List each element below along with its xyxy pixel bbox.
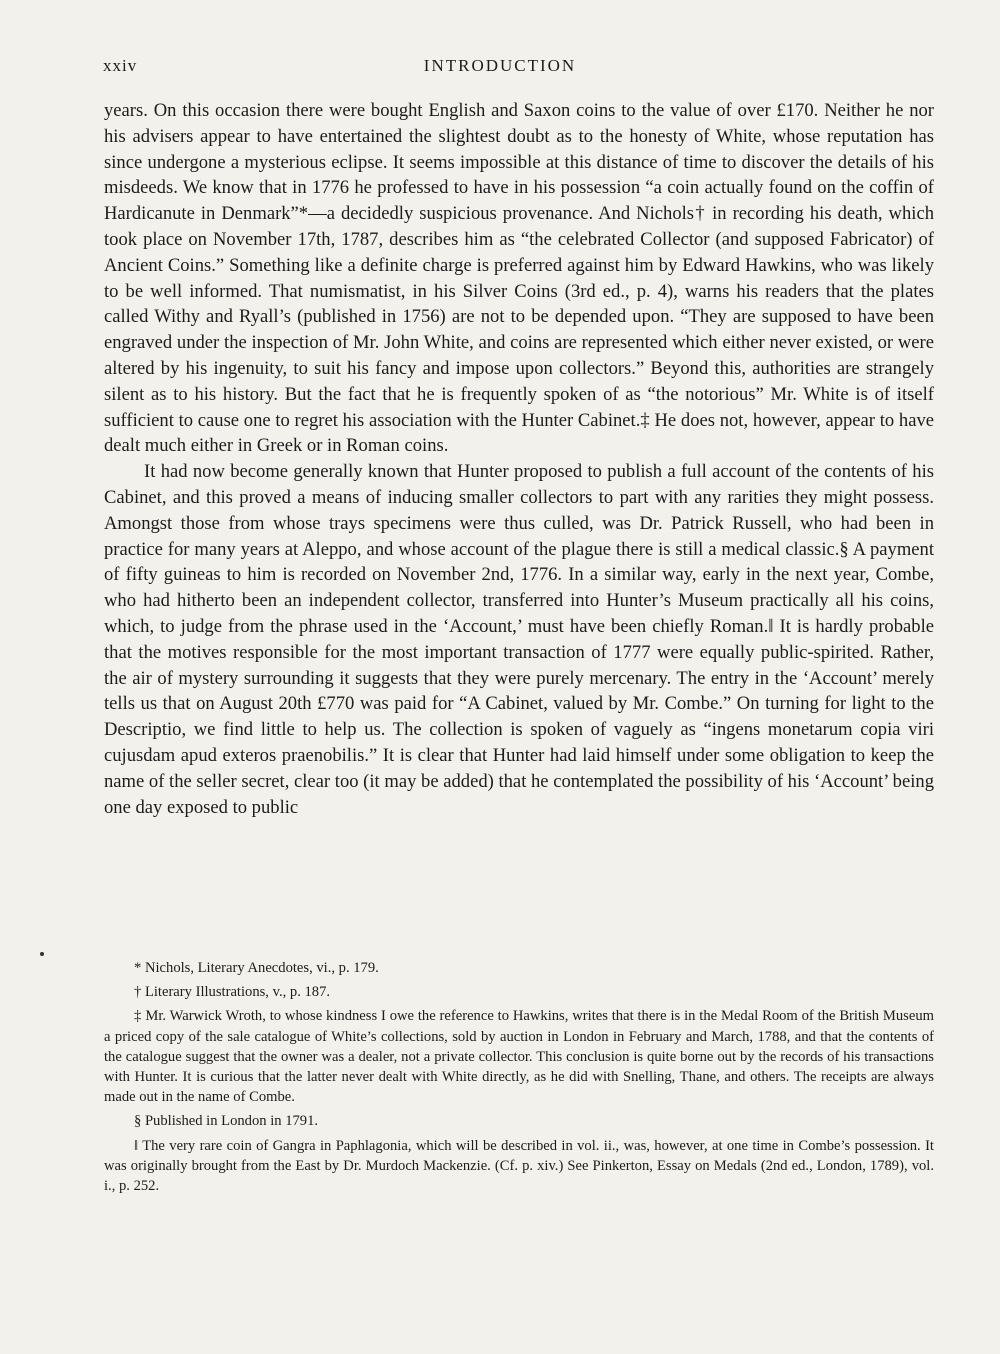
footnote: § Published in London in 1791.	[134, 1113, 319, 1130]
footnote: ‖ The very rare coin of Gangra in Paphlagonia, which will be described in vol. ii., was, however, at one time in Combe’s possession. It was originally brought from the East by Dr. Murdoch Mackenzie. (Cf. p. xiv.) See Pinkerton, Essay on Medals (2nd ed., London, 1789), vol. i., p. 252.	[104, 1137, 934, 1195]
paragraph: It had now become generally known that Hunter proposed to publish a full account of the contents of his Cabinet, and this proved a means of inducing smaller collectors to part with any rarities they might possess. Amongst those from whose trays specimens were thus culled, was Dr. Patrick Russell, who had been in practice for many years at Aleppo, and whose account of the plague there is still a medical classic.§ A payment of fifty guineas to him is recorded on November 2nd, 1776. In a similar way, early in the next year, Combe, who had hitherto been an independent collector, transferred into Hunter’s Museum practically all his coins, which, to judge from the phrase used in the ‘Account,’ must have been chiefly Roman.‖ It is hardly probable that the motives responsible for the most important transaction of 1777 were equally public-spirited. Rather, the air of mystery surrounding it suggests that they were purely mercenary. The entry in the ‘Account’ merely tells us that on August 20th £770 was paid for “A Cabinet, valued by Mr. Combe.” On turning for light to the Descriptio, we find little to help us. The collection is spoken of vaguely as “ingens monetarum copia viri cujusdam apud exteros praenobilis.” It is clear that Hunter had laid himself under some obligation to keep the name of the seller secret, clear too (it may be added) that he contemplated the possibility of his ‘Account’ being one day exposed to public	[104, 461, 934, 818]
margin-speck	[40, 952, 44, 956]
body-text	[104, 98, 934, 820]
page-number: xxiv	[103, 56, 138, 75]
running-head: INTRODUCTION	[423, 56, 577, 75]
footnote: ‡ Mr. Warwick Wroth, to whose kindness I owe the reference to Hawkins, writes that there is in the Medal Room of the British Museum a priced copy of the sale catalogue of White’s collections, sold by auction in London in February and March, 1788, and that the contents of the catalogue suggest that the owner was a dealer, not a private collector. This conclusion is quite borne out by the records of his transactions with Hunter. It is curious that the latter never dealt with White directly, as he did with Snelling, Thane, and others. The receipts are always made out in the name of Combe.	[104, 1008, 934, 1106]
footnote: † Literary Illustrations, v., p. 187.	[134, 984, 331, 1001]
paragraph: years. On this occasion there were bought English and Saxon coins to the value of over £170. Neither he nor his advisers appear to have entertained the slightest doubt as to the honesty of White, whose reputation has since undergone a mysterious eclipse. It seems impossible at this distance of time to discover the details of his misdeeds. We know that in 1776 he professed to have in his possession “a coin actually found on the coffin of Hardicanute in Denmark”*—a decidedly suspicious provenance. And Nichols† in recording his death, which took place on November 17th, 1787, describes him as “the celebrated Collector (and supposed Fabricator) of Ancient Coins.” Something like a definite charge is preferred against him by Edward Hawkins, who was likely to be well informed. That numismatist, in his Silver Coins (3rd ed., p. 4), warns his readers that the plates called Withy and Ryall’s (published in 1756) are not to be depended upon. “They are supposed to have been engraved under the inspection of Mr. John White, and coins are represented which either never existed, or were altered by his ingenuity, to suit his fancy and impose upon collectors.” Beyond this, authorities are strangely silent as to his history. But the fact that he is frequently spoken of as “the notorious” Mr. White is of itself sufficient to cause one to regret his association with the Hunter Cabinet.‡ He does not, however, appear to have dealt much either in Greek or in Roman coins.	[104, 100, 934, 457]
footnotes	[104, 958, 934, 1200]
footnote: * Nichols, Literary Anecdotes, vi., p. 179.	[134, 960, 379, 976]
